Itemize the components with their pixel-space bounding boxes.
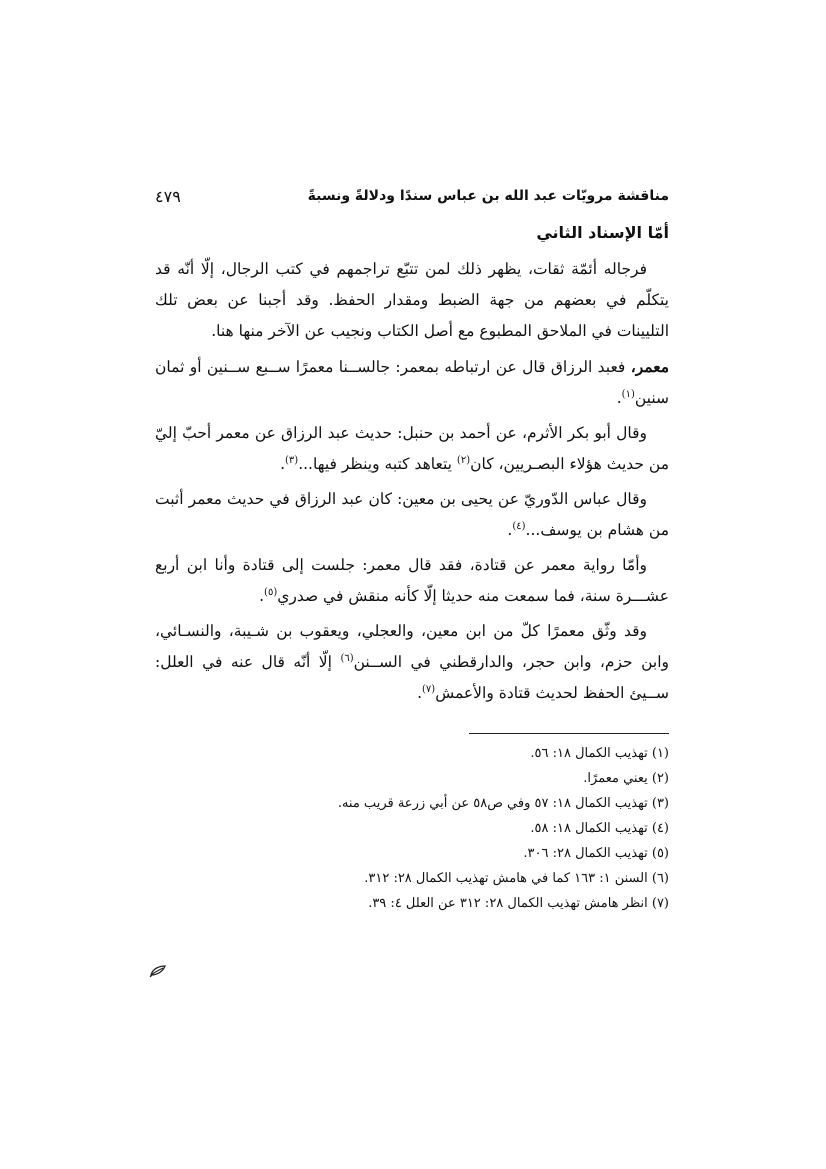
paragraph-5 bbox=[155, 550, 669, 612]
page-number: ٤٧٩ bbox=[155, 186, 181, 206]
paragraph-4-end: . bbox=[507, 521, 513, 539]
running-title: مناقشة مرويّات عبد الله بن عباس سندًا ودلالةً ونسبةً bbox=[307, 188, 669, 204]
leaf-ornament-icon bbox=[148, 963, 168, 979]
paragraph-5-end: . bbox=[259, 587, 265, 605]
footnote-ref-2[interactable]: (٢) bbox=[456, 454, 471, 466]
paragraph-6-mid: إلّا أنّه قال عنه في العلل: ســيئ الحفظ لحديث قتادة والأعمش bbox=[155, 653, 669, 702]
paragraph-3-text: وقال أبو بكر الأثرم، عن أحمد بن حنبل: حديث عبد الرزاق عن معمر أحبّ إليّ من حديث هؤلاء البصـريين، كان bbox=[155, 424, 669, 473]
main-text bbox=[155, 217, 669, 713]
footnote-ref-6[interactable]: (٦) bbox=[340, 652, 354, 664]
paragraph-1-text: فرجاله أئمّة ثقات، يظهر ذلك لمن تتبّع تراجمهم في كتب الرجال، إلّا أنّه قد يتكلّم في بعضهم من جهة الضبط ومقدار الحفظ. وقد أجبنا عن بعض تلك التليينات في الملاحق المطبوع مع أصل الكتاب ونجيب عن الآخر منها هنا. bbox=[155, 260, 669, 340]
footnotes bbox=[155, 741, 669, 916]
footnote-ref-1[interactable]: (١) bbox=[621, 388, 635, 400]
footnote-3: (٣) تهذيب الكمال ١٨: ٥٧ وفي ص٥٨ عن أبي زرعة قريب منه. bbox=[337, 796, 669, 811]
footnote-ref-5[interactable]: (٥) bbox=[264, 586, 278, 598]
footnote-7: (٧) انظر هامش تهذيب الكمال ٢٨: ٣١٢ عن العلل ٤: ٣٩. bbox=[368, 896, 669, 911]
paragraph-4 bbox=[155, 484, 669, 546]
paragraph-6 bbox=[155, 616, 669, 709]
paragraph-3-end: . bbox=[280, 455, 285, 473]
paragraph-6-text: وقد وثّق معمرًا كلّ من ابن معين، والعجلي، ويعقوب بن شـيبة، والنسـائي، وابن حزم، وابن حجر، والدارقطني في الســنن bbox=[155, 622, 670, 671]
paragraph-1 bbox=[155, 254, 669, 347]
paragraph-6-end: . bbox=[417, 684, 423, 702]
footnote-separator bbox=[469, 733, 669, 734]
footnote-6: (٦) السنن ١: ١٦٣ كما في هامش تهذيب الكمال ٢٨: ٣١٢. bbox=[364, 871, 669, 886]
section-heading: أمّا الإسناد الثاني bbox=[536, 223, 669, 242]
paragraph-3 bbox=[155, 418, 669, 480]
footnote-1: (١) تهذيب الكمال ١٨: ٥٦. bbox=[530, 746, 669, 761]
footnote-4: (٤) تهذيب الكمال ١٨: ٥٨. bbox=[530, 821, 669, 836]
running-header bbox=[155, 181, 669, 211]
footnote-ref-3[interactable]: (٣) bbox=[285, 454, 299, 466]
paragraph-5-text: وأمّا رواية معمر عن قتادة، فقد قال معمر: جلست إلى قتادة وأنا ابن أربع عشـــرة سنة، فما سمعت منه حديثا إلّا كأنه منقش في صدري bbox=[155, 556, 669, 605]
paragraph-2 bbox=[155, 351, 669, 414]
footnote-ref-4[interactable]: (٤) bbox=[512, 520, 526, 532]
paragraph-2-end: . bbox=[616, 389, 622, 407]
paragraph-2-lead: معمر، bbox=[630, 357, 669, 376]
footnote-2: (٢) يعني معمرًا. bbox=[583, 771, 669, 786]
paragraph-3-mid: يتعاهد كتبه وينظر فيها... bbox=[298, 455, 457, 473]
footnote-5: (٥) تهذيب الكمال ٢٨: ٣٠٦. bbox=[523, 846, 669, 861]
footnote-ref-7[interactable]: (٧) bbox=[422, 683, 436, 695]
paragraph-4-text: وقال عباس الدّوريّ عن يحيى بن معين: كان عبد الرزاق في حديث معمر أثبت من هشام بن يوسف... bbox=[155, 490, 669, 539]
paragraph-2-text: فعبد الرزاق قال عن ارتباطه بمعمر: جالســنا معمرًا ســبع ســنين أو ثمان سنين bbox=[155, 358, 669, 407]
